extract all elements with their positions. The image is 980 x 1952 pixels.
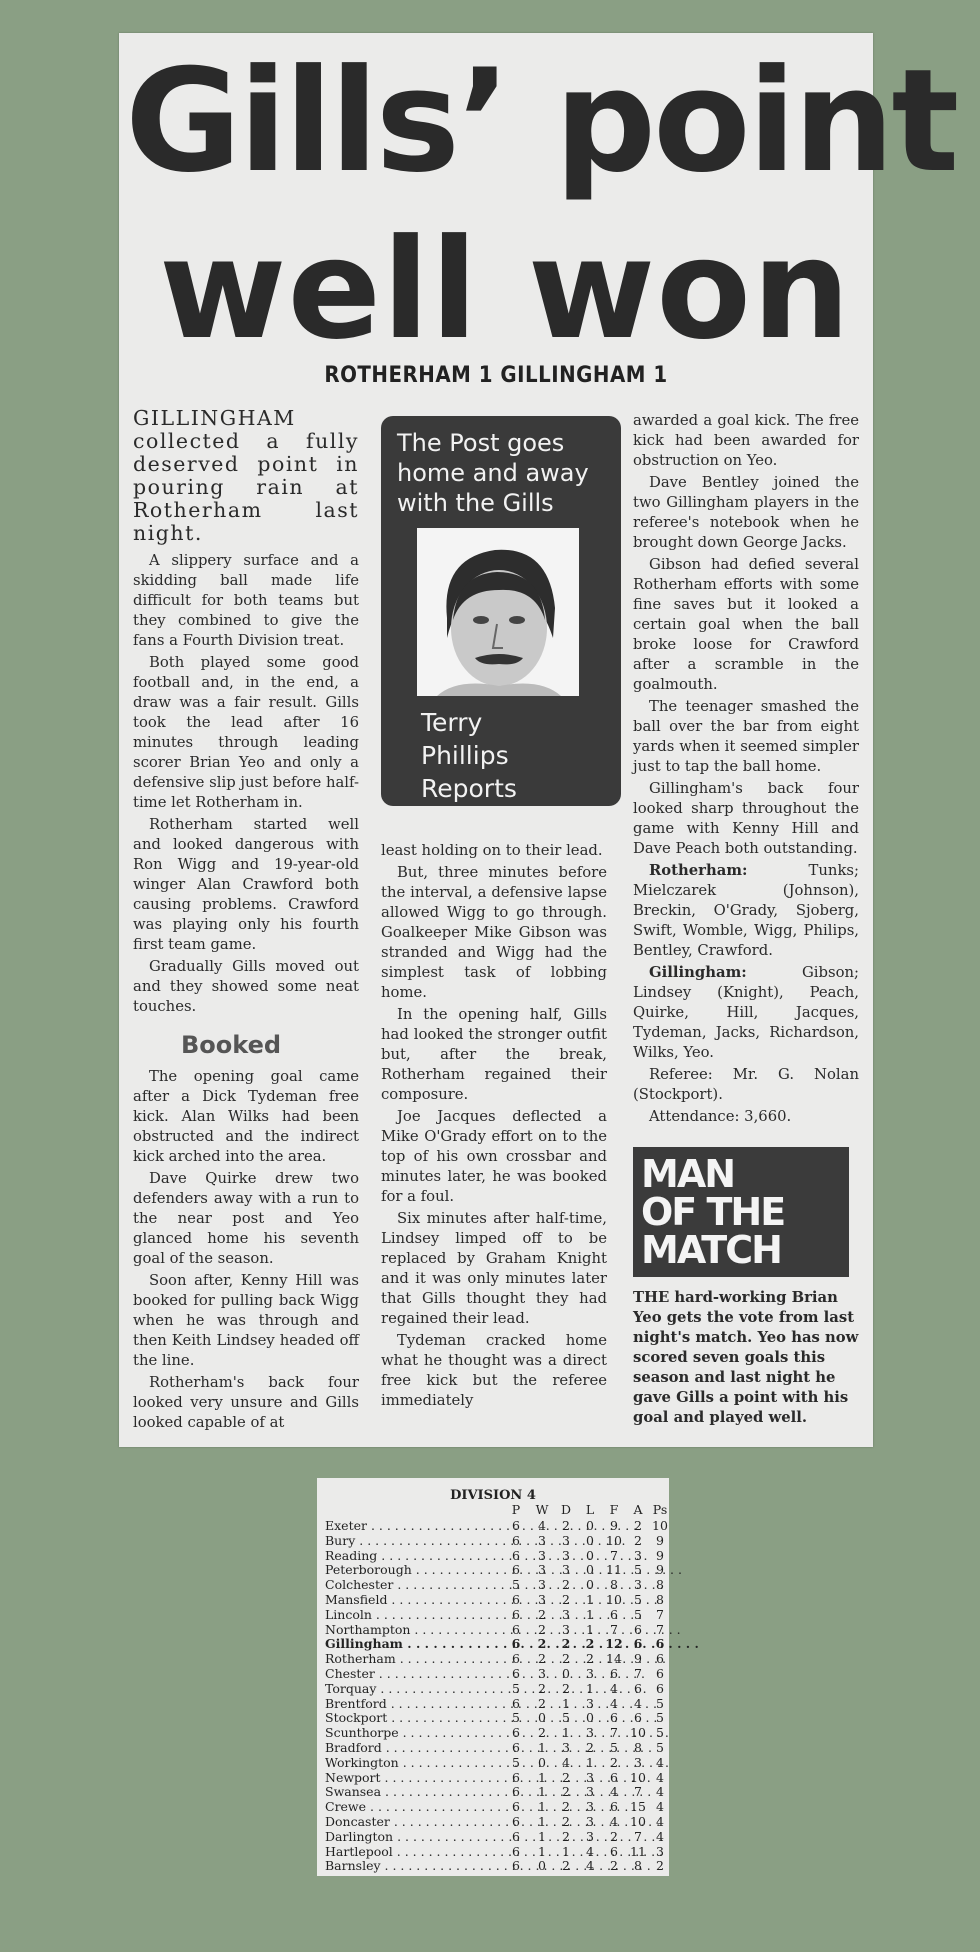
table-cell: 1 — [562, 1843, 570, 1859]
headline-line-1: Gills’ point — [125, 39, 957, 204]
score-subhead: ROTHERHAM 1 GILLINGHAM 1 — [324, 363, 668, 388]
table-cell: 6 — [656, 1666, 664, 1681]
table-header-cell: Ps — [652, 1502, 668, 1517]
table-cell: 3 — [562, 1740, 570, 1755]
table-cell: 12 — [605, 1636, 623, 1652]
team-name: Chester . . . — [325, 1666, 505, 1681]
table-cell: 8 — [634, 1858, 642, 1874]
table-cell: 2 — [562, 1518, 570, 1533]
league-table-clipping — [317, 1478, 669, 1876]
table-cell: 7 — [634, 1828, 642, 1844]
table-cell: 7 — [634, 1784, 642, 1800]
table-cell: 2 — [538, 1695, 546, 1711]
paragraph: Gillingham's back four looked sharp throughout the game with Kenny Hill and Dave Peach both outstanding. — [633, 780, 859, 857]
paragraph: Dave Bentley joined the two Gillingham players in the referee's notebook when he brought down George Jacks. — [633, 474, 859, 551]
table-cell: 3 — [538, 1666, 546, 1681]
table-cell: 4 — [586, 1843, 594, 1859]
table-cell: 6 — [512, 1518, 520, 1533]
table-cell: 4 — [538, 1518, 546, 1533]
newspaper-clipping — [119, 33, 957, 1447]
paragraph: awarded a goal kick. The free kick had been awarded for obstruction on Yeo. — [633, 412, 859, 469]
table-cell: 5 — [512, 1710, 520, 1726]
team-name: Workington . . . — [325, 1755, 505, 1770]
team-name: Newport . . . — [325, 1770, 505, 1785]
team-name: Northampton . . . — [325, 1622, 505, 1637]
table-cell: 2 — [561, 1636, 571, 1652]
table-cell: 6 — [633, 1636, 643, 1652]
team-name: Bradford . . . — [325, 1740, 505, 1755]
table-cell: 0 — [586, 1577, 594, 1593]
table-cell: 5 — [512, 1680, 520, 1696]
paragraph: In the opening half, Gills had looked the stronger outfit but, after the break, Rotherham regained their composure. — [381, 1006, 607, 1103]
byline-line: Phillips — [421, 741, 509, 770]
attendance-line: Attendance: 3,660. — [649, 1108, 792, 1125]
paragraph: Gradually Gills moved out and they showed some neat touches. — [133, 958, 359, 1015]
man-of-the-match-box — [633, 1147, 849, 1277]
table-cell: 0 — [562, 1666, 570, 1681]
table-cell: 3 — [586, 1769, 594, 1785]
table-cell: 5 — [634, 1606, 642, 1622]
table-cell: 7 — [610, 1547, 618, 1563]
table-cell: 8 — [656, 1577, 664, 1593]
team-name: Darlington . . . — [325, 1829, 505, 1844]
table-cell: 0 — [586, 1518, 594, 1533]
paragraph: Both played some good football and, in the end, a draw was a fair result. Gills took the lead after 16 minutes through leading scorer Brian Yeo and only a defensive slip just before half-time let Rotherham in. — [133, 654, 359, 811]
article-column-1 — [133, 407, 359, 1435]
table-cell: 4 — [562, 1754, 570, 1770]
table-cell: 6 — [656, 1651, 664, 1667]
table-cell: 10 — [630, 1814, 646, 1829]
table-cell: 7 — [610, 1621, 618, 1637]
table-cell: 3 — [538, 1592, 546, 1607]
table-cell: 4 — [656, 1814, 664, 1829]
paragraph: But, three minutes before the interval, a defensive lapse allowed Wigg to go through. Goalkeeper Mike Gibson was stranded and Wigg had the simplest task of lobbing home. — [381, 864, 607, 1001]
article-column-3 — [633, 411, 859, 1129]
table-cell: 1 — [538, 1843, 546, 1859]
table-cell: 6 — [512, 1606, 520, 1622]
table-cell: 2 — [562, 1799, 570, 1815]
table-cell: 4 — [610, 1784, 618, 1800]
table-cell: 1 — [562, 1695, 570, 1711]
table-cell: 2 — [610, 1754, 618, 1770]
table-cell: 3 — [562, 1562, 570, 1578]
motm-line: MATCH — [641, 1228, 781, 1272]
table-cell: 1 — [538, 1814, 546, 1829]
table-cell: 6 — [634, 1621, 642, 1637]
table-cell: 6 — [610, 1710, 618, 1726]
byline-line: Terry — [421, 708, 483, 737]
table-cell: 6 — [634, 1680, 642, 1696]
table-cell: 4 — [610, 1680, 618, 1696]
table-cell: 9 — [656, 1547, 664, 1563]
table-cell: 2 — [562, 1814, 570, 1829]
table-cell: 3 — [586, 1784, 594, 1800]
table-cell: 1 — [586, 1606, 594, 1622]
table-cell: 2 — [610, 1828, 618, 1844]
lead-paragraph: GILLINGHAM collected a fully deserved point in pouring rain at Rotherham last night. — [133, 406, 359, 545]
table-cell: 5 — [634, 1592, 642, 1607]
table-cell: 0 — [538, 1754, 546, 1770]
motm-description: THE hard-working Brian Yeo gets the vote from last night's match. Yeo has now scored seven goals this season and last night he gave Gills a point with his goal and played well. — [633, 1289, 859, 1426]
table-cell: 6 — [610, 1666, 618, 1681]
byline — [421, 706, 517, 805]
article-column-2 — [381, 841, 607, 1413]
table-cell: 2 — [656, 1858, 664, 1874]
team-name: Scunthorpe . . . — [325, 1725, 505, 1740]
table-cell: 10 — [606, 1592, 622, 1607]
table-cell: 3 — [586, 1828, 594, 1844]
table-cell: 6 — [610, 1799, 618, 1815]
table-cell: 2 — [537, 1636, 547, 1652]
table-cell: 6 — [512, 1651, 520, 1667]
table-cell: 3 — [562, 1532, 570, 1548]
table-cell: 4 — [586, 1858, 594, 1874]
table-cell: 3 — [538, 1547, 546, 1563]
table-cell: 7 — [656, 1606, 664, 1622]
team-name: Mansfield . . . — [325, 1592, 505, 1607]
table-cell: 3 — [562, 1606, 570, 1622]
table-cell: 0 — [586, 1532, 594, 1548]
table-cell: 10 — [630, 1769, 646, 1785]
paragraph: A slippery surface and a skidding ball made life difficult for both teams but they combined to give the fans a Fourth Division treat. — [133, 552, 359, 649]
table-cell: 5 — [634, 1562, 642, 1578]
table-cell: 4 — [634, 1695, 642, 1711]
table-header-cell: L — [585, 1502, 595, 1517]
table-cell: 0 — [586, 1547, 594, 1563]
table-cell: 2 — [538, 1680, 546, 1696]
table-cell: 1 — [586, 1754, 594, 1770]
table-cell: 10 — [630, 1725, 646, 1741]
byline-line: Reports — [421, 774, 517, 803]
table-cell: 2 — [585, 1636, 595, 1652]
table-cell: 4 — [610, 1695, 618, 1711]
referee-line: Referee: Mr. G. Nolan (Stockport). — [633, 1066, 859, 1103]
table-cell: 3 — [586, 1666, 594, 1681]
table-cell: 3 — [538, 1532, 546, 1548]
table-cell: 6 — [656, 1680, 664, 1696]
table-cell: 14 — [606, 1651, 622, 1667]
table-cell: 2 — [610, 1858, 618, 1874]
team-name: Barnsley . . . — [325, 1858, 505, 1873]
table-cell: 3 — [562, 1621, 570, 1637]
table-cell: 6 — [512, 1799, 520, 1815]
table-cell: 0 — [538, 1710, 546, 1726]
motm-line: OF THE — [641, 1190, 785, 1234]
table-cell: 1 — [538, 1799, 546, 1815]
team-players: Gibson; Lindsey (Knight), Peach, Quirke, Hill, Jacques, Tydeman, Jacks, Richardson, Wilks, Yeo. — [633, 964, 859, 1061]
table-cell: 3 — [586, 1725, 594, 1741]
table-cell: 11 — [630, 1843, 646, 1859]
paragraph: Tydeman cracked home what he thought was a direct free kick but the referee immediately — [381, 1332, 607, 1409]
table-cell: 6 — [655, 1636, 665, 1652]
table-header-cell: W — [535, 1502, 549, 1517]
table-cell: 6 — [512, 1725, 520, 1741]
paragraph: least holding on to their lead. — [381, 842, 603, 859]
table-cell: 6 — [512, 1532, 520, 1548]
subheading-booked: Booked — [181, 1031, 282, 1059]
table-cell: 2 — [538, 1606, 546, 1622]
table-cell: 6 — [512, 1814, 520, 1829]
table-header-cell: D — [560, 1502, 572, 1517]
table-cell: 9 — [656, 1532, 664, 1548]
paragraph: Rotherham's back four looked very unsure and Gills looked capable of at — [133, 1374, 359, 1431]
table-cell: 6 — [512, 1843, 520, 1859]
table-header-cell: A — [633, 1502, 643, 1517]
headline-line-2: well won — [159, 209, 852, 370]
table-cell: 2 — [586, 1651, 594, 1667]
table-cell: 2 — [562, 1680, 570, 1696]
paragraph: Six minutes after half-time, Lindsey limped off to be replaced by Graham Knight and it was only minutes later that Gills thought they had regained their lead. — [381, 1210, 607, 1327]
team-name: Reading . . . — [325, 1548, 505, 1563]
table-cell: 0 — [586, 1562, 594, 1578]
paragraph: Rotherham started well and looked dangerous with Ron Wigg and 19-year-old winger Alan Crawford both causing problems. Crawford was playing only his fourth first team game. — [133, 816, 359, 953]
promo-line: home and away — [397, 459, 589, 487]
team-name: Torquay . . . — [325, 1681, 505, 1696]
team-name: Bury . . . — [325, 1533, 505, 1548]
table-cell: 9 — [610, 1518, 618, 1533]
table-cell: 11 — [606, 1562, 622, 1578]
table-cell: 3 — [538, 1577, 546, 1593]
table-cell: 2 — [634, 1532, 642, 1548]
reporter-photo — [417, 528, 579, 696]
motm-line: MAN — [641, 1152, 735, 1196]
table-cell: 1 — [538, 1784, 546, 1800]
table-cell: 2 — [562, 1784, 570, 1800]
table-cell: 4 — [656, 1769, 664, 1785]
team-name: Peterborough . . . — [325, 1562, 505, 1577]
table-cell: 1 — [538, 1740, 546, 1755]
table-cell: 10 — [606, 1532, 622, 1548]
table-cell: 3 — [562, 1547, 570, 1563]
team-name: Gillingham . . . — [325, 1636, 505, 1651]
table-cell: 6 — [512, 1695, 520, 1711]
table-cell: 3 — [634, 1577, 642, 1593]
table-cell: 2 — [562, 1828, 570, 1844]
table-cell: 1 — [586, 1621, 594, 1637]
table-cell: 2 — [562, 1769, 570, 1785]
table-cell: 2 — [538, 1651, 546, 1667]
table-cell: 6 — [512, 1666, 520, 1681]
table-cell: 1 — [586, 1680, 594, 1696]
table-cell: 3 — [634, 1754, 642, 1770]
table-cell: 8 — [634, 1740, 642, 1755]
team-players: Tunks; Mielczarek (Johnson), Breckin, O'Grady, Sjoberg, Swift, Womble, Wigg, Philips, Bentley, Crawford. — [633, 862, 859, 959]
table-cell: 0 — [586, 1710, 594, 1726]
table-cell: 2 — [562, 1592, 570, 1607]
table-cell: 2 — [634, 1518, 642, 1533]
team-lineup-gillingham — [633, 963, 859, 1063]
table-cell: 6 — [512, 1562, 520, 1578]
table-cell: 0 — [538, 1858, 546, 1874]
team-name: Doncaster . . . — [325, 1814, 505, 1829]
table-cell: 1 — [538, 1828, 546, 1844]
table-cell: 6 — [512, 1858, 520, 1874]
table-header-cell: P — [511, 1502, 521, 1517]
table-cell: 9 — [656, 1562, 664, 1578]
table-cell: 7 — [634, 1666, 642, 1681]
table-cell: 2 — [538, 1725, 546, 1741]
table-cell: 5 — [656, 1725, 664, 1741]
table-cell: 6 — [512, 1784, 520, 1800]
paragraph: The opening goal came after a Dick Tydeman free kick. Alan Wilks had been obstructed and the indirect kick arched into the area. — [133, 1068, 359, 1165]
table-cell: 3 — [634, 1547, 642, 1563]
table-cell: 4 — [656, 1828, 664, 1844]
portrait-icon — [417, 528, 579, 696]
table-cell: 5 — [656, 1740, 664, 1755]
table-cell: 1 — [562, 1725, 570, 1741]
table-cell: 6 — [512, 1740, 520, 1755]
table-cell: 5 — [656, 1695, 664, 1711]
paragraph: Joe Jacques deflected a Mike O'Grady effort on to the top of his own crossbar and minutes later, he was booked for a foul. — [381, 1108, 607, 1205]
table-cell: 6 — [512, 1621, 520, 1637]
table-cell: 10 — [652, 1518, 668, 1533]
table-cell: 2 — [586, 1740, 594, 1755]
table-cell: 1 — [586, 1592, 594, 1607]
table-cell: 8 — [610, 1577, 618, 1593]
table-cell: 6 — [610, 1769, 618, 1785]
team-label: Rotherham: — [649, 862, 748, 879]
team-name: Crewe . . . — [325, 1799, 505, 1814]
table-cell: 6 — [512, 1828, 520, 1844]
table-title: DIVISION 4 — [450, 1488, 536, 1503]
promo-line: with the Gills — [397, 489, 554, 517]
reporter-promo-box — [381, 416, 621, 806]
table-cell: 3 — [656, 1843, 664, 1859]
paragraph: The teenager smashed the ball over the bar from eight yards when it seemed simpler just to tap the ball home. — [633, 698, 859, 775]
table-cell: 6 — [512, 1592, 520, 1607]
promo-text — [397, 428, 589, 518]
paragraph: Soon after, Kenny Hill was booked for pulling back Wigg when he was through and then Keith Lindsey headed off the line. — [133, 1272, 359, 1369]
table-cell: 8 — [656, 1592, 664, 1607]
team-name: Rotherham . . . — [325, 1651, 505, 1666]
table-cell: 3 — [586, 1695, 594, 1711]
team-name: Brentford . . . — [325, 1696, 505, 1711]
table-cell: 2 — [562, 1651, 570, 1667]
table-cell: 5 — [656, 1710, 664, 1726]
table-cell: 5 — [610, 1740, 618, 1755]
table-cell: 6 — [512, 1547, 520, 1563]
team-lineup-rotherham — [633, 861, 859, 961]
table-header-cell: F — [609, 1502, 619, 1517]
table-cell: 6 — [610, 1843, 618, 1859]
team-name: Hartlepool . . . — [325, 1844, 505, 1859]
table-cell: 4 — [656, 1799, 664, 1815]
table-cell: 1 — [538, 1769, 546, 1785]
table-cell: 2 — [562, 1577, 570, 1593]
table-cell: 6 — [511, 1636, 521, 1652]
team-name: Exeter . . . — [325, 1518, 505, 1533]
team-name: Stockport . . . — [325, 1710, 505, 1725]
table-cell: 3 — [586, 1814, 594, 1829]
table-cell: 5 — [562, 1710, 570, 1726]
table-cell: 4 — [610, 1814, 618, 1829]
table-cell: 6 — [512, 1769, 520, 1785]
table-cell: 2 — [562, 1858, 570, 1874]
paragraph: Gibson had defied several Rotherham efforts with some fine saves but it looked a certain goal when the ball broke loose for Crawford after a scramble in the goalmouth. — [633, 556, 859, 693]
team-name: Colchester . . . — [325, 1577, 505, 1592]
table-cell: 6 — [610, 1606, 618, 1622]
table-cell: 7 — [656, 1621, 664, 1637]
team-name: Lincoln . . . — [325, 1607, 505, 1622]
team-name: Swansea . . . — [325, 1784, 505, 1799]
table-cell: 5 — [512, 1754, 520, 1770]
table-cell: 15 — [630, 1799, 646, 1815]
table-cell: 4 — [656, 1754, 664, 1770]
table-cell: 7 — [610, 1725, 618, 1741]
table-cell: 2 — [538, 1621, 546, 1637]
table-cell: 6 — [634, 1710, 642, 1726]
table-cell: 3 — [538, 1562, 546, 1578]
table-cell: 5 — [512, 1577, 520, 1593]
table-cell: 4 — [656, 1784, 664, 1800]
table-cell: 9 — [634, 1651, 642, 1667]
table-cell: 3 — [586, 1799, 594, 1815]
paragraph: Dave Quirke drew two defenders away with a run to the near post and Yeo glanced home his seventh goal of the season. — [133, 1170, 359, 1267]
promo-line: The Post goes — [397, 429, 565, 457]
team-label: Gillingham: — [649, 964, 747, 981]
